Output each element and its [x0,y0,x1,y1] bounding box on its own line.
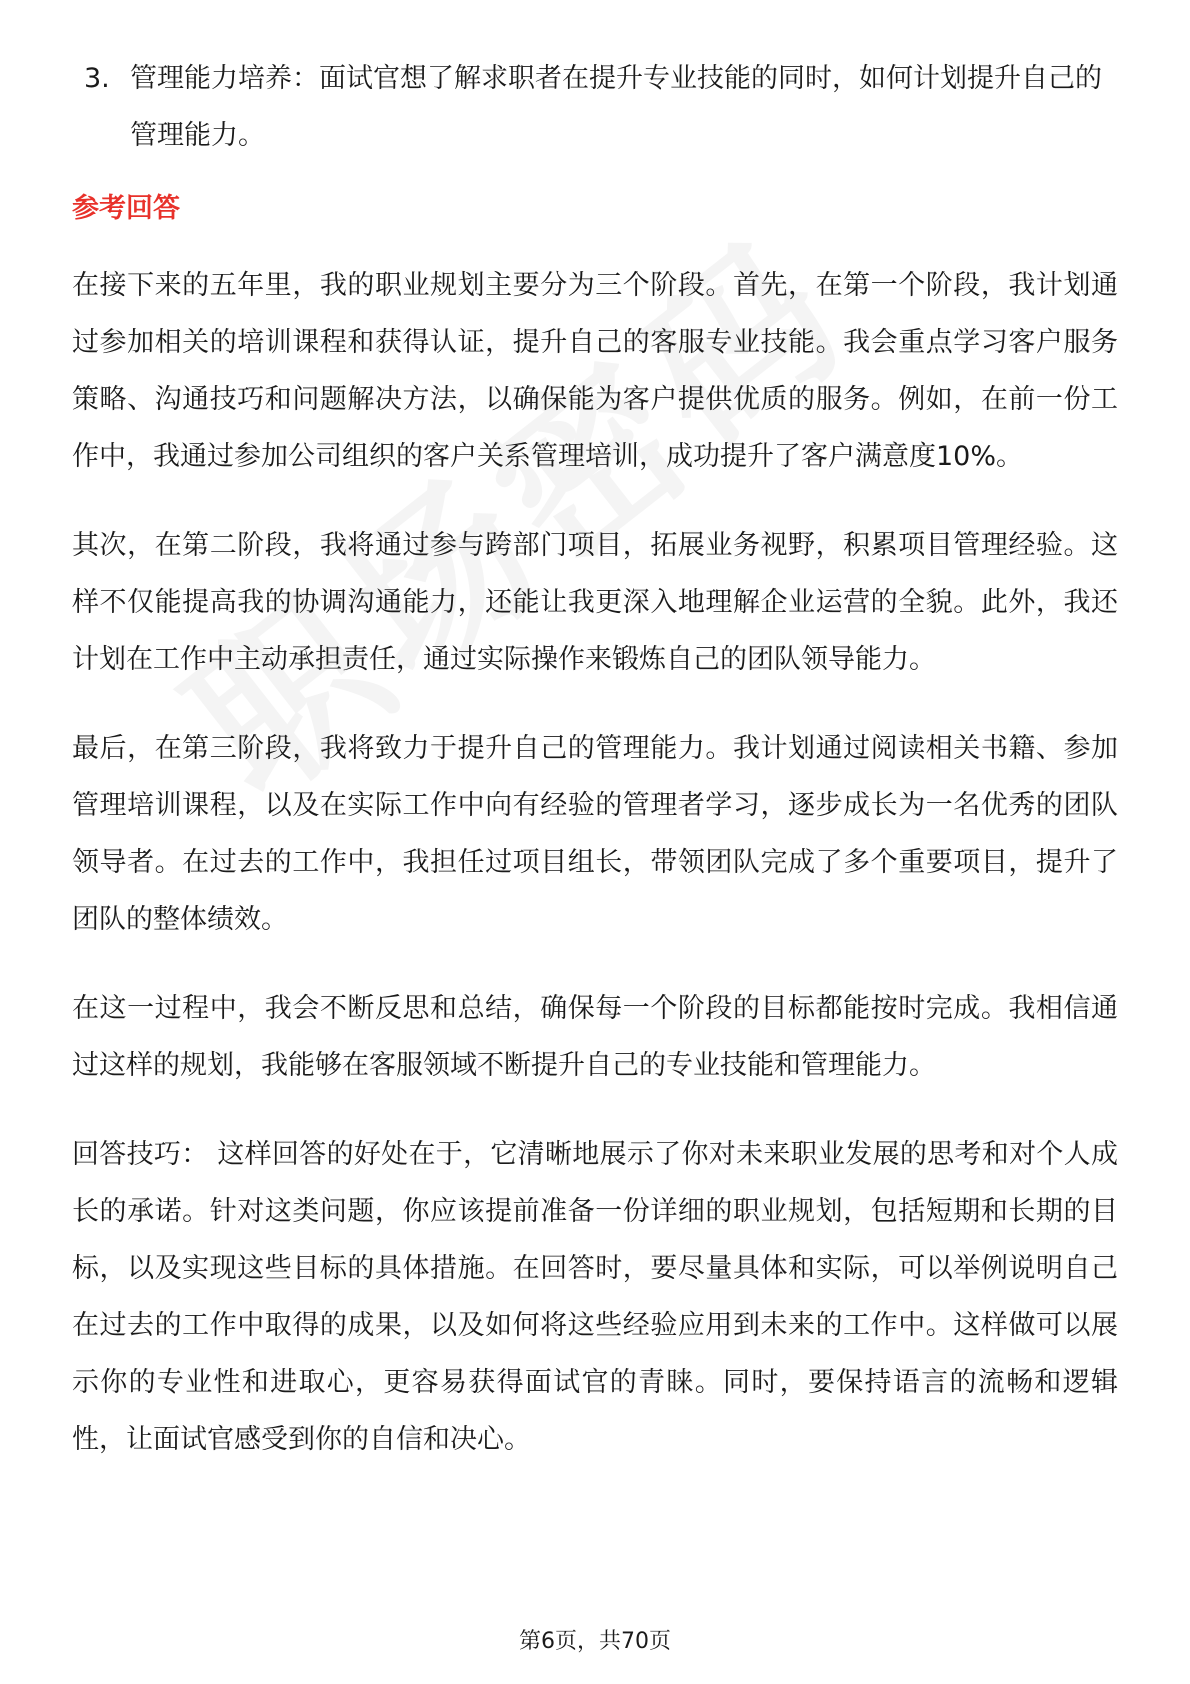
page-footer: 第6页，共70页 [519,1629,671,1654]
document-page [72,50,1118,1500]
paragraph-4: 在这一过程中，我会不断反思和总结，确保每一个阶段的目标都能按时完成。我相信通过这样的规划，我能够在客服领域不断提升自己的专业技能和管理能力。 [72,993,1118,1081]
paragraph-2: 其次，在第二阶段，我将通过参与跨部门项目，拓展业务视野，积累项目管理经验。这样不仅能提高我的协调沟通能力，还能让我更深入地理解企业运营的全貌。此外，我还计划在工作中主动承担责任，通过实际操作来锻炼自己的团队领导能力。 [72,530,1118,675]
list-number: 3. [84,63,110,94]
paragraph-1: 在接下来的五年里，我的职业规划主要分为三个阶段。首先，在第一个阶段，我计划通过参加相关的培训课程和获得认证，提升自己的客服专业技能。我会重点学习客户服务策略、沟通技巧和问题解决方法，以确保能为客户提供优质的服务。例如，在前一份工作中，我通过参加公司组织的客户关系管理培训，成功提升了客户满意度10%。 [72,270,1118,472]
reference-answer-heading: 参考回答 [72,193,180,224]
list-item-3 [72,50,1118,164]
answer-tips-paragraph: 回答技巧： 这样回答的好处在于，它清晰地展示了你对未来职业发展的思考和对个人成长的承诺。针对这类问题，你应该提前准备一份详细的职业规划，包括短期和长期的目标，以及实现这些目标的具体措施。在回答时，要尽量具体和实际，可以举例说明自己在过去的工作中取得的成果，以及如何将这些经验应用到未来的工作中。这样做可以展示你的专业性和进取心，更容易获得面试官的青睐。同时，要保持语言的流畅和逻辑性，让面试官感受到你的自信和决心。 [72,1139,1118,1455]
paragraph-3: 最后，在第三阶段，我将致力于提升自己的管理能力。我计划通过阅读相关书籍、参加管理培训课程，以及在实际工作中向有经验的管理者学习，逐步成长为一名优秀的团队领导者。在过去的工作中，我担任过项目组长，带领团队完成了多个重要项目，提升了团队的整体绩效。 [72,733,1118,935]
list-text: 管理能力培养：面试官想了解求职者在提升专业技能的同时，如何计划提升自己的管理能力。 [130,63,1102,151]
